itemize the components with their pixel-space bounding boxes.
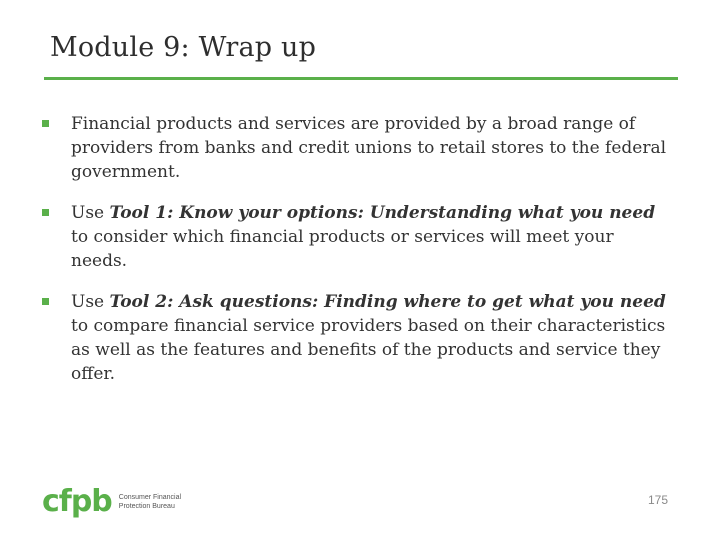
bullet-text-rest: to compare financial service providers based on their characteristics as well as the features and benefits of the products and service they offer. — [71, 316, 666, 384]
bullet-text-lead: Use — [71, 203, 110, 223]
bullet-text-rest: to consider which financial products or services will meet your needs. — [71, 227, 614, 271]
bullet-item — [42, 112, 674, 184]
tool-2-name: Tool 2: Ask questions: Finding where to get what you need — [109, 292, 666, 312]
square-bullet-icon — [42, 209, 49, 216]
bullet-item — [42, 290, 674, 386]
square-bullet-icon — [42, 120, 49, 127]
page-number: 175 — [647, 493, 668, 507]
logo-line-1: Consumer Financial — [118, 494, 182, 501]
slide-title: Module 9: Wrap up — [50, 32, 317, 63]
bullet-item — [42, 201, 674, 273]
bullet-text-lead: Use — [71, 292, 110, 312]
logo-line-2: Protection Bureau — [118, 503, 175, 510]
tool-1-name: Tool 1: Know your options: Understanding what you need — [109, 203, 656, 223]
logo-mark: cfpb — [42, 484, 112, 519]
bullet-text: Financial products and services are provided by a broad range of providers from banks and credit unions to retail stores to the federal government. — [71, 114, 667, 182]
logo-wordmark — [119, 493, 181, 511]
bullet-list — [42, 112, 674, 403]
square-bullet-icon — [42, 298, 49, 305]
cfpb-logo — [42, 484, 181, 520]
title-divider — [44, 77, 678, 80]
